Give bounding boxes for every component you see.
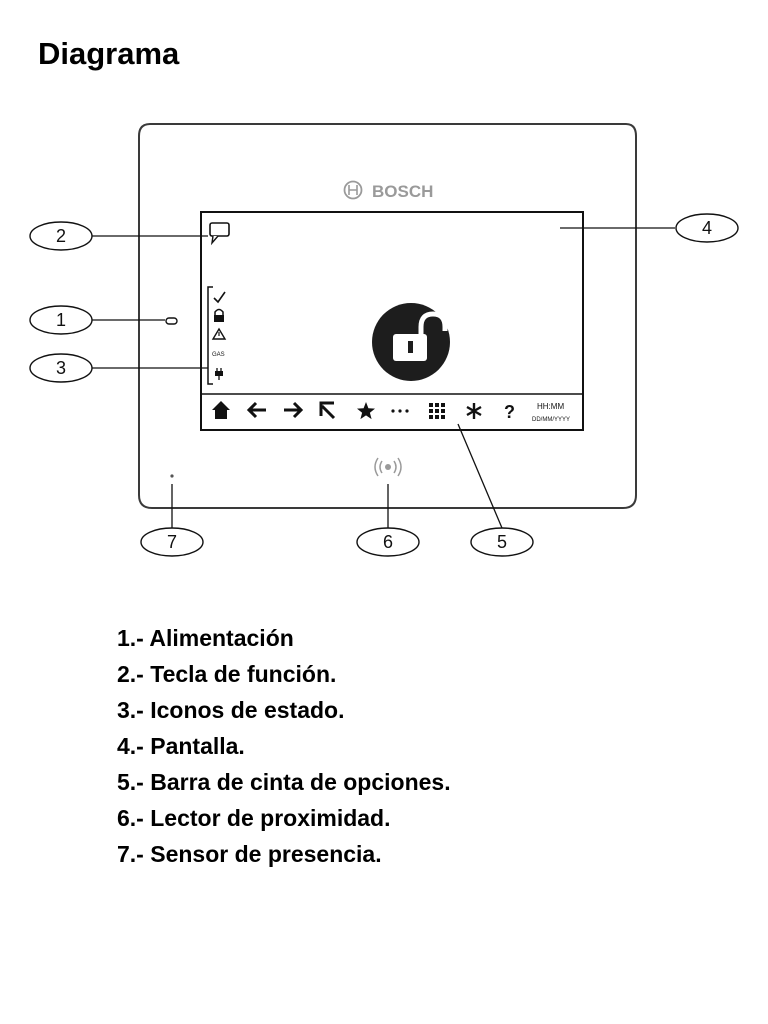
callout-2-label: 2 (55, 226, 67, 246)
date-label: DD/MM/YYYY (532, 417, 571, 423)
power-led (166, 318, 177, 324)
legend-item-ribbon-bar: 5.- Barra de cinta de opciones. (117, 769, 451, 795)
unlocked-padlock-icon[interactable] (372, 303, 450, 381)
help-icon[interactable]: ? (504, 402, 515, 422)
legend-item-power: 1.- Alimentación (117, 625, 294, 651)
time-label: HH:MM (537, 402, 565, 411)
keypad-grid-icon[interactable] (429, 403, 445, 419)
legend-item-presence-sensor: 7.- Sensor de presencia. (117, 841, 382, 867)
callout-5-label: 5 (496, 532, 508, 552)
legend-list (117, 620, 451, 872)
callout-3-label: 3 (55, 358, 67, 378)
callout-6-label: 6 (382, 532, 394, 552)
brand-label: BOSCH (372, 182, 434, 201)
page-title: Diagrama (38, 36, 180, 71)
gas-label: GAS (212, 352, 225, 358)
legend-item-proximity-reader: 6.- Lector de proximidad. (117, 805, 391, 831)
callout-1-label: 1 (55, 310, 67, 330)
callout-4-label: 4 (701, 218, 713, 238)
callout-7-label: 7 (166, 532, 178, 552)
legend-item-screen: 4.- Pantalla. (117, 733, 245, 759)
legend-item-function-key: 2.- Tecla de función. (117, 661, 337, 687)
presence-sensor (170, 474, 173, 477)
keypad-diagram (0, 110, 768, 580)
legend-item-status-icons: 3.- Iconos de estado. (117, 697, 345, 723)
more-dots-icon[interactable] (391, 409, 408, 412)
